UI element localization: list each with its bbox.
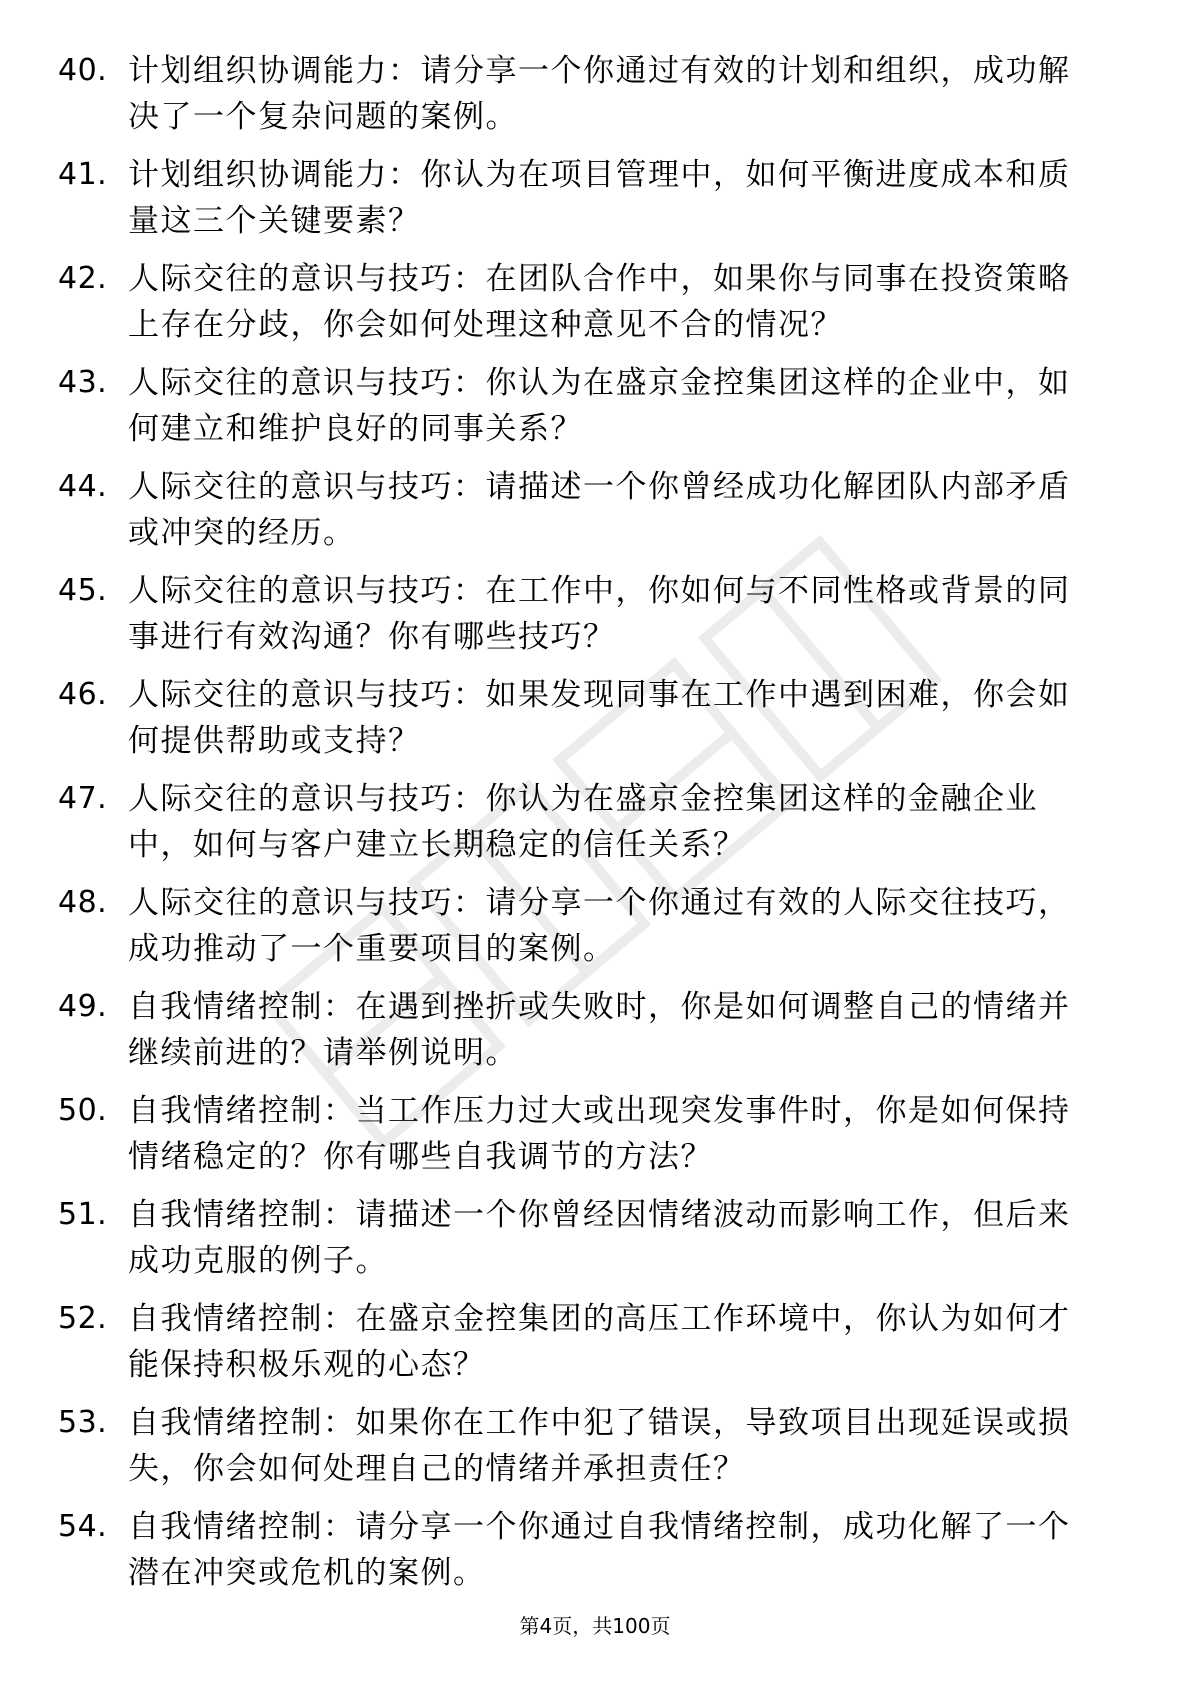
question-item	[58, 776, 1120, 880]
question-number: 46.	[58, 677, 108, 712]
question-item	[58, 1296, 1120, 1400]
question-number: 47.	[58, 781, 108, 816]
question-number: 43.	[58, 365, 108, 400]
question-item	[58, 984, 1120, 1088]
question-text: 人际交往的意识与技巧：在工作中，你如何与不同性格或背景的同事进行有效沟通？你有哪些技巧？	[128, 573, 1071, 655]
question-number: 53.	[58, 1405, 108, 1440]
question-text: 自我情绪控制：在遇到挫折或失败时，你是如何调整自己的情绪并继续前进的？请举例说明。	[128, 989, 1071, 1071]
question-text: 自我情绪控制：请分享一个你通过自我情绪控制，成功化解了一个潜在冲突或危机的案例。	[128, 1509, 1071, 1591]
question-number: 51.	[58, 1197, 108, 1232]
page-footer	[0, 1612, 1190, 1640]
question-text: 人际交往的意识与技巧：在团队合作中，如果你与同事在投资策略上存在分歧，你会如何处理这种意见不合的情况？	[128, 261, 1071, 343]
question-text: 自我情绪控制：当工作压力过大或出现突发事件时，你是如何保持情绪稳定的？你有哪些自我调节的方法？	[128, 1093, 1071, 1175]
question-item	[58, 1088, 1120, 1192]
question-number: 50.	[58, 1093, 108, 1128]
question-text: 计划组织协调能力：你认为在项目管理中，如何平衡进度成本和质量这三个关键要素？	[128, 157, 1071, 239]
question-number: 49.	[58, 989, 108, 1024]
question-text: 自我情绪控制：如果你在工作中犯了错误，导致项目出现延误或损失，你会如何处理自己的情绪并承担责任？	[128, 1405, 1071, 1487]
question-list	[58, 48, 1120, 1608]
question-text: 人际交往的意识与技巧：你认为在盛京金控集团这样的企业中，如何建立和维护良好的同事关系？	[128, 365, 1071, 447]
question-item	[58, 880, 1120, 984]
question-item	[58, 48, 1120, 152]
question-item	[58, 568, 1120, 672]
question-number: 54.	[58, 1509, 108, 1544]
question-number: 41.	[58, 157, 108, 192]
question-text: 自我情绪控制：在盛京金控集团的高压工作环境中，你认为如何才能保持积极乐观的心态？	[128, 1301, 1071, 1383]
question-text: 人际交往的意识与技巧：如果发现同事在工作中遇到困难，你会如何提供帮助或支持？	[128, 677, 1071, 759]
question-number: 52.	[58, 1301, 108, 1336]
question-item	[58, 672, 1120, 776]
question-item	[58, 1504, 1120, 1608]
question-item	[58, 464, 1120, 568]
question-number: 44.	[58, 469, 108, 504]
question-item	[58, 152, 1120, 256]
question-item	[58, 360, 1120, 464]
question-number: 40.	[58, 53, 108, 88]
question-number: 48.	[58, 885, 108, 920]
question-number: 42.	[58, 261, 108, 296]
question-item	[58, 256, 1120, 360]
question-item	[58, 1192, 1120, 1296]
question-text: 人际交往的意识与技巧：请描述一个你曾经成功化解团队内部矛盾或冲突的经历。	[128, 469, 1071, 551]
question-text: 自我情绪控制：请描述一个你曾经因情绪波动而影响工作，但后来成功克服的例子。	[128, 1197, 1071, 1279]
question-text: 人际交往的意识与技巧：你认为在盛京金控集团这样的金融企业中，如何与客户建立长期稳定的信任关系？	[128, 781, 1038, 863]
question-text: 人际交往的意识与技巧：请分享一个你通过有效的人际交往技巧，成功推动了一个重要项目的案例。	[128, 885, 1071, 967]
question-item	[58, 1400, 1120, 1504]
question-text: 计划组织协调能力：请分享一个你通过有效的计划和组织，成功解决了一个复杂问题的案例。	[128, 53, 1071, 135]
question-number: 45.	[58, 573, 108, 608]
page-indicator: 第4页，共100页	[519, 1614, 671, 1638]
